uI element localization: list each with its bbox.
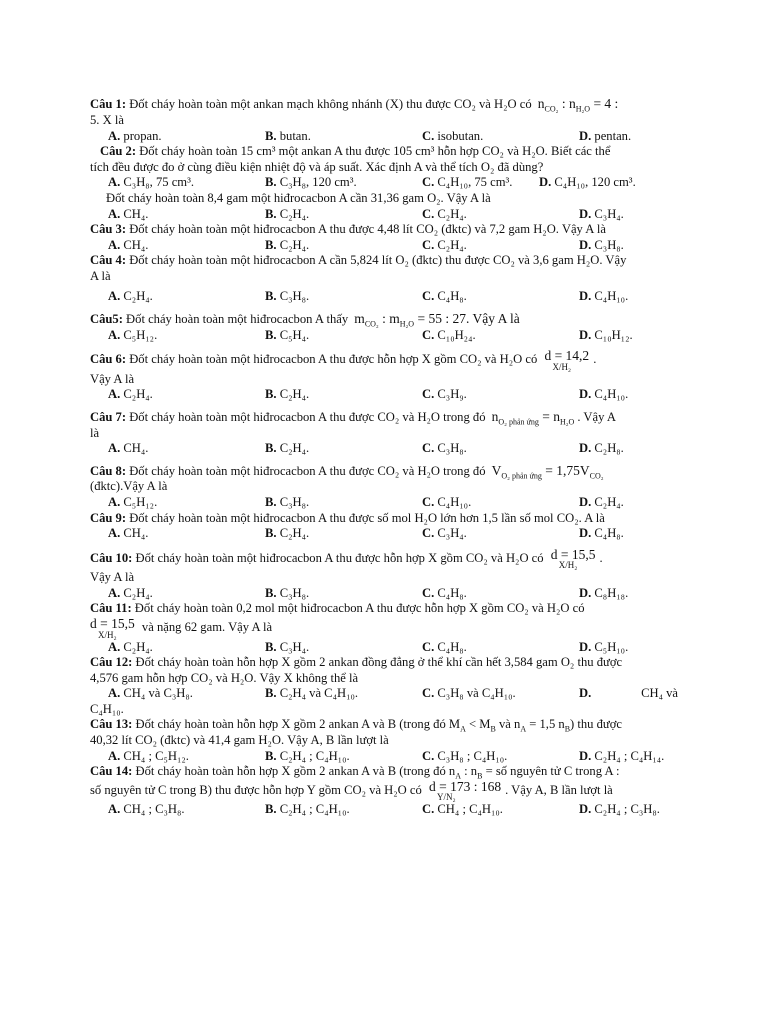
answer-options xyxy=(90,175,678,190)
answer-options xyxy=(90,129,678,144)
answer-options xyxy=(90,640,678,655)
option-b[interactable]: B. C₃H₈. xyxy=(265,495,310,510)
option-a[interactable]: A. CH₄ và C₃H₈. xyxy=(108,686,193,701)
option-b[interactable]: B. C₃H₈. xyxy=(265,289,310,304)
option-b[interactable]: B. C₂H₄. xyxy=(265,206,310,221)
formula: $V_{O_2 phản ứng} = 1,75V_{CO_2}$ xyxy=(491,462,604,481)
option-d[interactable]: D. C₃H₄. xyxy=(579,206,624,221)
option-c[interactable]: C. C₃H₈ và C₄H₁₀. xyxy=(422,686,516,701)
option-a[interactable]: A. C₃H₈, 75 cm³. xyxy=(108,175,195,190)
option-d[interactable]: D. CH₄ và xyxy=(579,686,678,701)
answer-options xyxy=(90,207,678,222)
question-13: Câu 13: Đốt cháy hoàn toàn hỗn hợp X gồm 2 ankan A và B (trong đó $M_A < M_B$ và $n_A = 1,5$ $n_B$) thu được 40,32 lít CO₂ (đktc) và 41,4 gam H₂O. Vậy A, B lần lượt là A. CH₄ ; C₅H₁₂. B. C₂H₄ ; C₄H₁₀. C. C₃H₈ ; C₄H₁₀. D. C₂H₄ ; C₄H₁₄. xyxy=(90,717,678,764)
answer-options xyxy=(90,441,678,456)
option-c[interactable]: C. C₃H₉. xyxy=(422,387,467,402)
question-1: Câu 1: Đốt cháy hoàn toàn một ankan mạch không nhánh (X) thu được CO₂ và H₂O có $n_{CO_2}$ : $n_{H_2O} = 4$ : 5. X là A. propan. B. butan. C. isobutan. D. pentan. xyxy=(90,96,678,144)
question-11: Câu 11: Đốt cháy hoàn toàn 0,2 mol một hiđrocacbon A thu được hỗn hợp X gồm CO₂ và H₂O có d = 15,5 X/H₂ và nặng 62 gam. Vậy A là A. C₂H₄. B. C₃H₄. C. C₄H₈. D. C₅H₁₀. xyxy=(90,601,678,655)
formula: d = 173 : 168 Y/N₂ xyxy=(428,778,502,803)
option-d[interactable]: D. pentan. xyxy=(579,128,632,143)
option-d[interactable]: D. C₂H₄ ; C₄H₁₄. xyxy=(579,748,665,763)
option-a[interactable]: A. CH₄ ; C₅H₁₂. xyxy=(108,748,189,763)
option-c[interactable]: C. CH₄ ; C₄H₁₀. xyxy=(422,802,503,817)
option-c[interactable]: C. isobutan. xyxy=(422,128,484,143)
option-d[interactable]: D. C₄H₈. xyxy=(579,526,624,541)
option-a[interactable]: A. C₂H₄. xyxy=(108,585,153,600)
answer-options xyxy=(90,749,678,764)
option-c[interactable]: C. C₂H₄. xyxy=(422,237,467,252)
option-a[interactable]: A. propan. xyxy=(108,128,162,143)
formula: d = 14,2 X/H₂ xyxy=(544,348,590,372)
option-c[interactable]: C. C₄H₈. xyxy=(422,585,467,600)
option-d[interactable]: D. C₂H₈. xyxy=(579,441,624,456)
option-d[interactable]: D. C₄H₁₀, 120 cm³. xyxy=(539,175,636,190)
option-a[interactable]: A. C₅H₁₂. xyxy=(108,495,158,510)
option-d[interactable]: D. C₃H₈. xyxy=(579,237,624,252)
formula: $n_{CO_2}$ : $n_{H_2O} = 4$ : xyxy=(537,96,619,114)
answer-options xyxy=(90,495,678,510)
option-b[interactable]: B. butan. xyxy=(265,128,311,143)
option-b[interactable]: B. C₅H₄. xyxy=(265,327,310,342)
option-c[interactable]: C. C₃H₄. xyxy=(422,526,467,541)
option-a[interactable]: A. CH₄. xyxy=(108,526,149,541)
option-d[interactable]: D. C₄H₁₀. xyxy=(579,289,629,304)
option-b[interactable]: B. C₂H₄. xyxy=(265,387,310,402)
question-7: Câu 7: Đốt cháy hoàn toàn một hiđrocacbon A thu được CO₂ và H₂O trong đó $n_{O_2 phản ứng} = n_{H_2O}$ . Vậy A là A. CH₄. B. C₂H₄. C. C₃H₈. D. C₂H₈. xyxy=(90,409,678,457)
option-c[interactable]: C. C₂H₄. xyxy=(422,206,467,221)
option-c[interactable]: C. C₄H₈. xyxy=(422,639,467,654)
option-b[interactable]: B. C₂H₄ và C₄H₁₀. xyxy=(265,686,358,701)
option-b[interactable]: B. C₂H₄ ; C₄H₁₀. xyxy=(265,748,350,763)
option-a[interactable]: A. C₂H₄. xyxy=(108,289,153,304)
option-b[interactable]: B. C₃H₈, 120 cm³. xyxy=(265,175,357,190)
option-a[interactable]: A. CH₄. xyxy=(108,237,149,252)
question-6: Câu 6: Đốt cháy hoàn toàn một hiđrocacbon A thu được hỗn hợp X gồm CO₂ và H₂O có d = 14,2 X/H₂ . Vậy A là A. C₂H₄. B. C₂H₄. C. C₃H₉. D. C₄H₁₀. xyxy=(90,349,678,403)
formula: $n_{O_2 phản ứng} = n_{H_2O}$ xyxy=(491,408,575,427)
answer-options xyxy=(90,289,678,304)
answer-options xyxy=(90,328,678,343)
option-c[interactable]: C. C₄H₁₀, 75 cm³. xyxy=(422,175,513,190)
option-d[interactable]: D. C₂H₄ ; C₃H₈. xyxy=(579,802,660,817)
option-d[interactable]: D. C₄H₁₀. xyxy=(579,387,629,402)
option-b[interactable]: B. C₃H₄. xyxy=(265,639,310,654)
answer-options xyxy=(90,387,678,402)
answer-options xyxy=(90,802,678,817)
option-a[interactable]: A. C₂H₄. xyxy=(108,387,153,402)
question-2: Câu 2: Đốt cháy hoàn toàn 15 cm³ một ankan A thu được 105 cm³ hỗn hợp CO₂ và H₂O. Biết các thể tích đều được đo ở cùng điều kiện nhiệt độ và áp suất. Xác định A và thể tích O₂ đã dùng? A. C₃H₈, 75 cm³. B. C₃H₈, 120 cm³. C. C₄H₁₀, 75 cm³. D. C₄H₁₀, 120 cm³. xyxy=(90,144,678,191)
option-b[interactable]: B. C₂H₄. xyxy=(265,441,310,456)
option-a[interactable]: A. CH₄. xyxy=(108,441,149,456)
question-4: Câu 4: Đốt cháy hoàn toàn một hiđrocacbon A cần 5,824 lít O₂ (đktc) thu được CO₂ và 3,6 gam H₂O. Vậy A là A. C₂H₄. B. C₃H₈. C. C₄H₈. D. C₄H₁₀. xyxy=(90,253,678,305)
option-b[interactable]: B. C₂H₄. xyxy=(265,526,310,541)
question-label: Câu 1: xyxy=(90,97,127,111)
formula: d = 15,5 X/H₂ xyxy=(550,546,596,571)
answer-options xyxy=(90,586,678,601)
option-b[interactable]: B. C₂H₄. xyxy=(265,237,310,252)
option-d[interactable]: D. C₈H₁₈. xyxy=(579,585,629,600)
answer-options xyxy=(90,238,678,253)
option-a[interactable]: A. CH₄. xyxy=(108,206,149,221)
question-3: Câu 3: Đốt cháy hoàn toàn một hiđrocacbon A thu được 4,48 lít CO₂ (đktc) và 7,2 gam H₂O. Vậy A là A. CH₄. B. C₂H₄. C. C₂H₄. D. C₃H₈. xyxy=(90,222,678,253)
question-5: Câu5: Đốt cháy hoàn toàn một hiđrocacbon A thấy $m_{CO_2}$ : $m_{H_2O} = 55$ : 27. Vậy A là A. C₅H₁₂. B. C₅H₄. C. C₁₀H₂₄. D. C₁₀H₁₂. xyxy=(90,311,678,343)
option-b[interactable]: B. C₃H₈. xyxy=(265,585,310,600)
option-d[interactable]: D. C₂H₄. xyxy=(579,495,624,510)
formula: $m_{CO_2}$ : $m_{H_2O} = 55$ : 27. Vậy A là xyxy=(354,310,520,329)
option-d[interactable]: D. C₁₀H₁₂. xyxy=(579,327,633,342)
option-a[interactable]: A. CH₄ ; C₃H₈. xyxy=(108,802,185,817)
question-9: Câu 9: Đốt cháy hoàn toàn một hiđrocacbon A thu được số mol H₂O lớn hơn 1,5 lần số mol CO₂. A là A. CH₄. B. C₂H₄. C. C₃H₄. D. C₄H₈. xyxy=(90,511,678,542)
question-14: Câu 14: Đốt cháy hoàn toàn hỗn hợp X gồm 2 ankan A và B (trong đó $n_A$ : $n_B$ = số nguyên tử C trong A : số nguyên tử C trong B) thu được hỗn hợp Y gồm CO₂ và H₂O có d = 173 : 168 Y/N₂ . Vậy A, B lần lượt là A. CH₄ ; C₃H₈. B. C₂H₄ ; C₄H₁₀. C. CH₄ ; C₄H₁₀. D. C₂H₄ ; C₃H₈. xyxy=(90,764,678,818)
option-c[interactable]: C. C₃H₈. xyxy=(422,441,467,456)
answer-options xyxy=(90,686,678,701)
option-b[interactable]: B. C₂H₄ ; C₄H₁₀. xyxy=(265,802,350,817)
question-unnumbered: Đốt cháy hoàn toàn 8,4 gam một hiđrocacbon A cần 31,36 gam O₂. Vậy A là A. CH₄. B. C₂H₄. C. C₂H₄. D. C₃H₄. xyxy=(90,191,678,222)
question-12: Câu 12: Đốt cháy hoàn toàn hỗn hợp X gồm 2 ankan đồng đẳng ở thể khí cần hết 3,584 gam O₂ thu được 4,576 gam hỗn hợp CO₂ và H₂O. Vậy X không thể là A. CH₄ và C₃H₈. B. C₂H₄ và C₄H₁₀. C. C₃H₈ và C₄H₁₀. D. CH₄ và C₄H₁₀. xyxy=(90,654,678,716)
formula: d = 15,5 X/H₂ xyxy=(90,616,135,640)
option-a[interactable]: A. C₅H₁₂. xyxy=(108,327,158,342)
option-c[interactable]: C. C₄H₈. xyxy=(422,289,467,304)
option-c[interactable]: C. C₁₀H₂₄. xyxy=(422,327,476,342)
question-10: Câu 10: Đốt cháy hoàn toàn một hiđrocacbon A thu được hỗn hợp X gồm CO₂ và H₂O có d = 15,5 X/H₂ . Vậy A là A. C₂H₄. B. C₃H₈. C. C₄H₈. D. C₈H₁₈. xyxy=(90,548,678,602)
option-c[interactable]: C. C₄H₁₀. xyxy=(422,495,472,510)
answer-options xyxy=(90,526,678,541)
option-a[interactable]: A. C₂H₄. xyxy=(108,639,153,654)
document-page xyxy=(90,96,678,818)
option-c[interactable]: C. C₃H₈ ; C₄H₁₀. xyxy=(422,748,508,763)
option-d[interactable]: D. C₅H₁₀. xyxy=(579,639,629,654)
question-8: Câu 8: Đốt cháy hoàn toàn một hiđrocacbon A thu được CO₂ và H₂O trong đó $V_{O_2 phản ứng} = 1,75V_{CO_2}$ (đktc).Vậy A là A. C₅H₁₂. B. C₃H₈. C. C₄H₁₀. D. C₂H₄. xyxy=(90,463,678,511)
